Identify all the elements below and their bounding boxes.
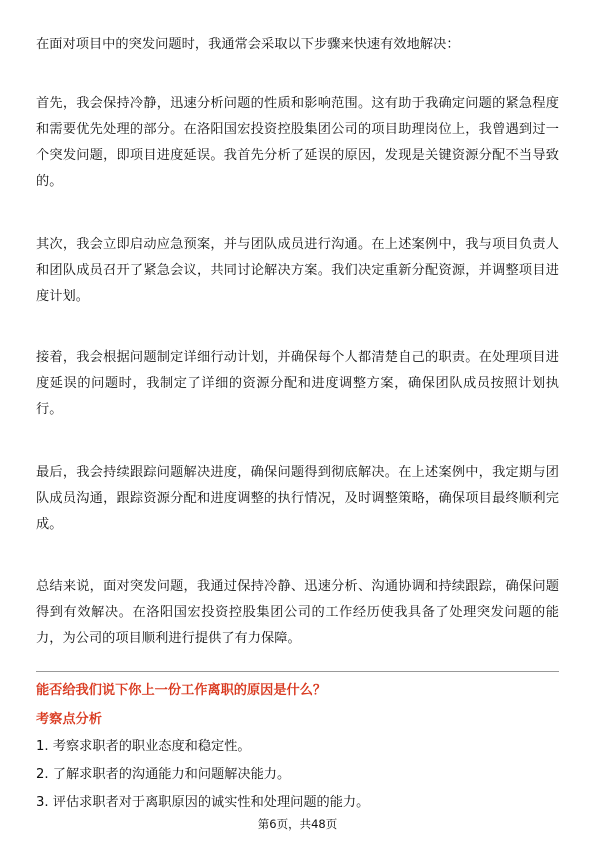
step-second-paragraph: 其次，我会立即启动应急预案，并与团队成员进行沟通。在上述案例中，我与项目负责人和团队成员召开了紧急会议，共同讨论解决方案。我们决定重新分配资源，并调整项目进度计划。 [36,237,559,304]
step-last-paragraph: 最后，我会持续跟踪问题解决进度，确保问题得到彻底解决。在上述案例中，我定期与团队成员沟通，跟踪资源分配和进度调整的执行情况，及时调整策略，确保项目最终顺利完成。 [36,465,559,532]
analysis-point: 1. 考察求职者的职业态度和稳定性。 [36,739,251,754]
step-third-paragraph: 接着，我会根据问题制定详细行动计划，并确保每个人都清楚自己的职责。在处理项目进度延误的问题时，我制定了详细的资源分配和进度调整方案，确保团队成员按照计划执行。 [36,350,559,417]
intro-paragraph: 在面对项目中的突发问题时，我通常会采取以下步骤来快速有效地解决： [36,37,460,52]
analysis-point: 2. 了解求职者的沟通能力和问题解决能力。 [36,767,291,782]
analysis-heading: 考察点分析 [36,712,102,727]
step-first-paragraph: 首先，我会保持冷静，迅速分析问题的性质和影响范围。这有助于我确定问题的紧急程度和需要优先处理的部分。在洛阳国宏投资控股集团公司的项目助理岗位上，我曾遇到过一个突发问题，即项目进度延误。我首先分析了延误的原因，发现是关键资源分配不当导致的。 [36,96,559,189]
section-divider [36,671,559,672]
page-number-footer: 第6页，共48页 [257,817,338,831]
question-title: 能否给我们说下你上一份工作离职的原因是什么？ [36,683,327,698]
document-page [36,0,559,842]
analysis-point: 3. 评估求职者对于离职原因的诚实性和处理问题的能力。 [36,795,370,810]
summary-paragraph: 总结来说，面对突发问题，我通过保持冷静、迅速分析、沟通协调和持续跟踪，确保问题得到有效解决。在洛阳国宏投资控股集团公司的工作经历使我具备了处理突发问题的能力，为公司的项目顺利进行提供了有力保障。 [36,579,559,646]
